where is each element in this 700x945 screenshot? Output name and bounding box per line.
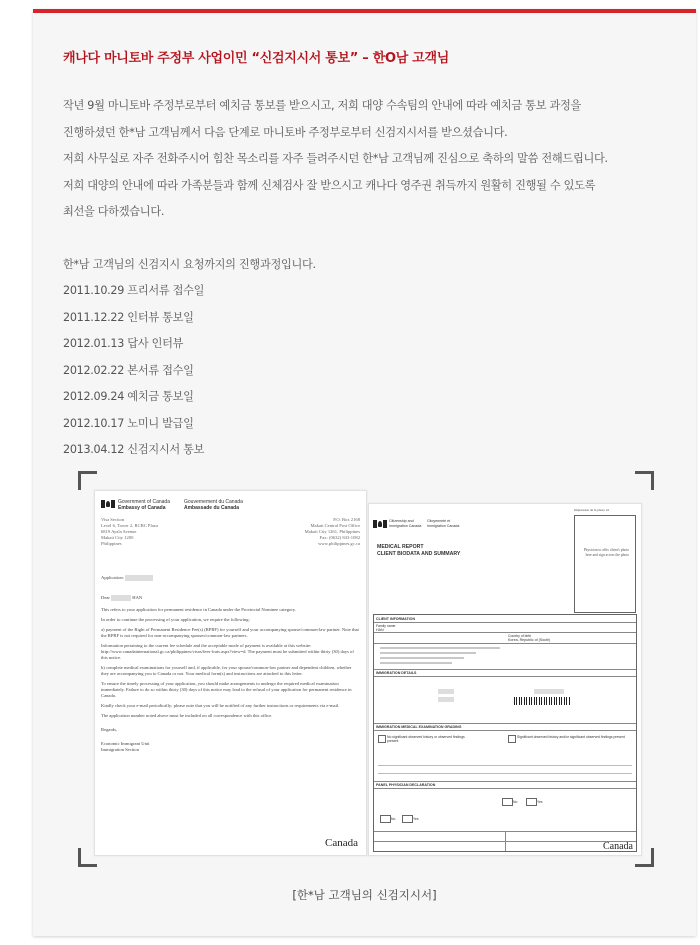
dear-name: HAN bbox=[132, 595, 143, 601]
intro-line: 최선을 다하겠습니다. bbox=[63, 205, 165, 218]
canada-wordmark: Canada bbox=[603, 841, 633, 852]
grading-checkbox-b bbox=[508, 735, 516, 743]
declaration-no-checkbox-2 bbox=[380, 815, 391, 823]
timeline-item: 2012.01.13 답사 인터뷰 bbox=[63, 337, 184, 350]
form-header-en: Citizenship and Immigration Canada bbox=[389, 519, 422, 528]
section-address: Visa Section Level 6, Tower 2, RCBC Plaza 6819 Ayala Avenue Makati City 1200 Philippines bbox=[101, 517, 158, 546]
dear-label: Dear bbox=[101, 595, 110, 601]
embassy-name-en: Embassy of Canada bbox=[118, 505, 166, 511]
medical-report-form bbox=[368, 503, 642, 856]
redacted-block bbox=[111, 595, 131, 601]
barcode bbox=[514, 697, 570, 705]
canada-flag-icon bbox=[373, 520, 387, 528]
intro-line: 저희 대양의 안내에 따라 가족분들과 함께 신체검사 잘 받으시고 캐나다 영주권 취득까지 원활히 진행될 수 있도록 bbox=[63, 178, 596, 192]
redacted-block bbox=[438, 689, 454, 694]
gov-name-fr: Gouvernement du Canada bbox=[184, 499, 243, 505]
document-photo bbox=[78, 471, 654, 867]
timeline-heading: 한*남 고객님의 신검지시 요청까지의 진행과정입니다. bbox=[63, 257, 316, 271]
post-body bbox=[63, 93, 693, 464]
post-title: 캐나다 마니토바 주정부 사업이민 “신검지시서 통보” – 한O남 고객님 bbox=[63, 51, 449, 66]
embassy-letter bbox=[94, 490, 367, 856]
section-declaration: PANEL PHYSICIAN DECLARATION bbox=[376, 783, 436, 787]
canada-wordmark: Canada bbox=[325, 837, 358, 849]
photo-box bbox=[574, 515, 636, 613]
section-client-info: CLIENT INFORMATION bbox=[376, 617, 416, 621]
grading-checkbox-a bbox=[378, 735, 386, 743]
timeline-item: 2013.04.12 신검지시서 통보 bbox=[63, 443, 205, 456]
timeline-item: 2012.02.22 본서류 접수일 bbox=[63, 363, 194, 377]
form-table: CLIENT INFORMATION Family name HAN Country of birth Korea, Republic of (South) IMMIGRATION DETAILS IMMIGRATION MEDICAL EXAMINATION GRADING No significant observed history or observed findings present Significant observed history and/or significant observed findings present PANEL PHYSICIAN DECLARATION No Yes No Yes bbox=[373, 614, 637, 852]
redacted-block bbox=[534, 689, 564, 694]
intro-line: 저희 사무실로 자주 전화주시어 힘찬 목소리를 자주 들려주시던 한*남 고객님께 진심으로 축하의 말씀 전해드립니다. bbox=[63, 152, 608, 165]
application-label: Application: bbox=[101, 575, 124, 581]
timeline-item: 2011.12.22 인터뷰 통보일 bbox=[63, 310, 194, 324]
intro-line: 진행하셨던 한*남 고객님께서 다음 단계로 마니토바 주정부로부터 신검지시서를 받으셨습니다. bbox=[63, 125, 508, 139]
frame-corner bbox=[635, 471, 654, 490]
declaration-no-checkbox bbox=[502, 798, 513, 806]
family-name-value: HAN bbox=[376, 628, 384, 632]
grading-option-a: No significant observed history or observed findings present bbox=[387, 735, 465, 743]
country-of-birth-value: Korea, Republic of (South) bbox=[508, 638, 551, 642]
form-subtitle: CLIENT BIODATA AND SUMMARY bbox=[377, 550, 461, 557]
grading-option-b: Significant observed history and/or significant observed findings present bbox=[517, 735, 625, 739]
post-card bbox=[33, 9, 696, 936]
section-grading: IMMIGRATION MEDICAL EXAMINATION GRADING bbox=[376, 725, 462, 729]
embassy-name-fr: Ambassade du Canada bbox=[184, 505, 240, 511]
intro-line: 작년 9월 마니토바 주정부로부터 예치금 통보를 받으시고, 저희 대양 수속팀의 안내에 따라 예치금 통보 과정을 bbox=[63, 99, 581, 112]
form-title: MEDICAL REPORT bbox=[377, 544, 424, 550]
photo-note: Physician to affix client's photo here and sign across the photo bbox=[583, 548, 629, 557]
letter-body: This refers to your application for permanent residence in Canada under the Provincial Nominee category. In order to continue the processing of your application, we require the following: a) payment of the Right of Permanent Residence Fee(s) (RPRF) for yourself and your accompanying spouse/common-law partner. Note that the RPRF is not required for non-accompanying spouses/common-law partners. Information pertaining to the current fee schedule and the acceptable mode of payment is available at this website: http://www.canadainternational.gc.ca/philippines/visas/fees-frais.aspx?view=d. The payment must be submitted within thirty (30) days of this notice. b) complete medical examinations for yourself and, if applicable, for your spouse/common-law partner and dependent children, whether they are accompanying you to Canada or not. Your medical form(s) and instructions are attached to this letter. To ensure the timely processing of your application, you should make arrangements to undergo the required medical examination immediately. Failure to do so within thirty (30) days of this notice may lead to the refusal of your application for permanent residence in Canada. Kindly check your e-mail periodically; please note that you will be notified of any further instructions or requirements via e-mail. The application number noted above must be included on all correspondence with this office. Regards, Economic Immigrant Unit Immigration Section bbox=[101, 607, 359, 752]
timeline-item: 2012.10.17 노미니 발급일 bbox=[63, 416, 194, 430]
redacted-block bbox=[438, 697, 454, 702]
photo-caption: Impression de la photo ici bbox=[574, 508, 610, 512]
gov-name-en: Government of Canada bbox=[118, 499, 170, 505]
redacted-block bbox=[125, 575, 153, 581]
frame-corner bbox=[78, 471, 97, 490]
form-header-fr: Citoyenneté et Immigration Canada bbox=[427, 519, 460, 528]
po-address: P.O. Box 2168 Makati Central Post Office Makati City 1261, Philippines Fax: (0632) 843-1082 www.philippines.gc.ca bbox=[304, 517, 360, 546]
section-immigration: IMMIGRATION DETAILS bbox=[376, 671, 417, 675]
declaration-yes-checkbox-2 bbox=[402, 815, 413, 823]
timeline-item: 2012.09.24 예치금 통보일 bbox=[63, 390, 194, 403]
declaration-yes-checkbox bbox=[526, 798, 537, 806]
canada-flag-icon bbox=[101, 500, 115, 508]
timeline-item: 2011.10.29 프리서류 접수일 bbox=[63, 284, 205, 297]
photo-caption-text: [한*남 고객님의 신검지시서] bbox=[292, 888, 437, 902]
